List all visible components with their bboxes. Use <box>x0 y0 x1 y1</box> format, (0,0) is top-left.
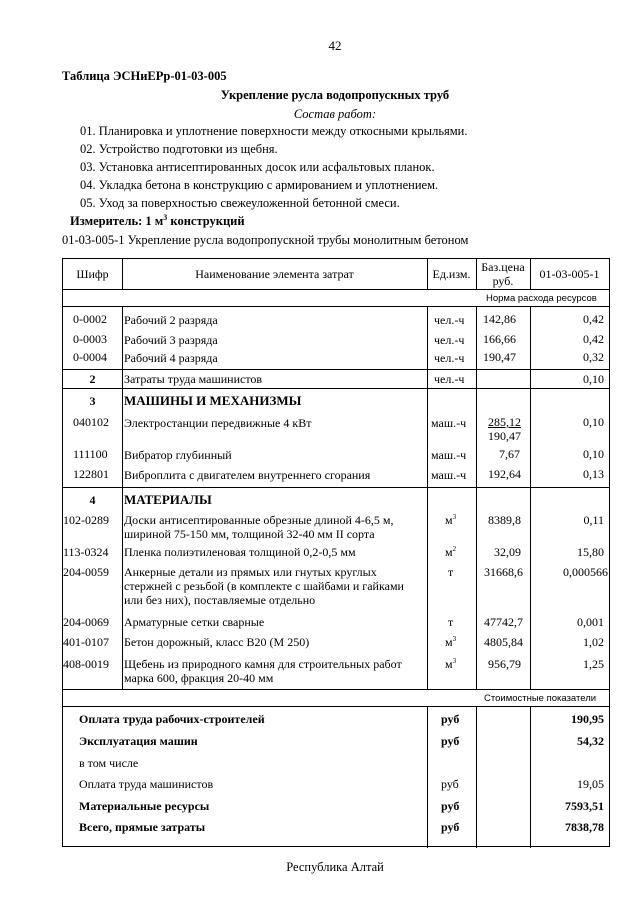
row-cipher: 0-0002 <box>73 312 107 326</box>
row-norm: 0,42 <box>583 312 604 326</box>
row-price: 31668,6 <box>484 565 523 579</box>
col-line <box>122 306 123 689</box>
row-norm: 0,42 <box>583 332 604 346</box>
cost-name: Материальные ресурсы <box>79 799 210 813</box>
col-line <box>476 706 477 848</box>
row-unit: маш.-ч <box>431 468 467 482</box>
row-name: Рабочий 4 разряда <box>124 351 218 365</box>
col-line <box>476 306 477 689</box>
subtitle: Укрепление русла водопропускных труб <box>220 88 450 102</box>
section-number: 4 <box>89 493 96 507</box>
cost-value: 54,32 <box>577 734 604 748</box>
cost-name: Всего, прямые затраты <box>79 820 206 834</box>
row-cipher: 102-0289 <box>63 513 109 527</box>
header-price-1: Баз.цена <box>481 260 525 274</box>
row-line <box>63 306 609 307</box>
row-cipher: 122801 <box>73 467 109 481</box>
row-norm: 0,001 <box>577 615 604 629</box>
cost-unit: руб <box>441 734 460 748</box>
row-norm: 1,02 <box>583 635 604 649</box>
operation-item: 03. Установка антисептированных досок или асфальтовых планок. <box>80 160 435 174</box>
row-norm: 0,10 <box>583 447 604 461</box>
cost-unit: руб <box>441 799 460 813</box>
norms-table <box>62 258 610 847</box>
row-unit: чел.-ч <box>434 313 465 327</box>
cost-name: Оплата труда машинистов <box>79 777 214 791</box>
row-name: Электростанции передвижные 4 кВт <box>124 416 312 430</box>
row-norm: 0,10 <box>583 372 604 386</box>
row-cipher: 040102 <box>73 415 109 429</box>
operation-item: 01. Планировка и уплотнение поверхности между откосными крыльями. <box>80 124 468 138</box>
operation-item: 04. Укладка бетона в конструкцию с армированием и уплотнением. <box>80 178 439 192</box>
row-cipher: 111100 <box>73 447 108 461</box>
row-price-alt: 190,47 <box>488 429 521 443</box>
cost-label: Стоимостные показатели <box>484 693 597 704</box>
unit-text: м <box>445 513 453 527</box>
row-unit <box>445 635 456 650</box>
row-line <box>63 289 609 290</box>
operation-item: 02. Устройство подготовки из щебня. <box>80 142 278 156</box>
row-price: 4805,84 <box>484 635 523 649</box>
row-unit <box>445 657 456 672</box>
row-line <box>63 487 609 488</box>
meter-prefix: Измеритель: 1 м <box>70 214 164 228</box>
section-title: МАШИНЫ И МЕХАНИЗМЫ <box>124 393 302 408</box>
col-line <box>427 706 428 848</box>
row-name: Затраты труда машинистов <box>124 372 263 386</box>
row-unit: чел.-ч <box>434 372 465 386</box>
row-cipher: 0-0003 <box>73 332 107 346</box>
unit-text: м <box>445 657 453 671</box>
row-unit: маш.-ч <box>431 448 467 462</box>
row-unit: т <box>448 565 454 579</box>
meter-suffix: конструкций <box>167 214 245 228</box>
row-price: 956,79 <box>488 657 521 671</box>
row-price: 7,67 <box>499 447 520 461</box>
cost-unit: руб <box>441 777 459 791</box>
row-line <box>63 388 609 389</box>
row-unit <box>445 545 456 560</box>
row-price: 166,66 <box>483 332 516 346</box>
header-name: Наименование элемента затрат <box>195 267 354 281</box>
row-norm: 15,80 <box>577 545 604 559</box>
row-unit: чел.-ч <box>434 333 465 347</box>
section-number: 3 <box>89 394 96 408</box>
row-cipher: 0-0004 <box>73 350 107 364</box>
unit-text: м <box>445 545 453 559</box>
row-name: Щебень из природного камня для строительных работ марка 600, фракция 20-40 мм <box>124 657 402 685</box>
cost-name: Эксплуатация машин <box>79 734 198 748</box>
row-price: 285,12 <box>488 415 521 429</box>
section-number: 2 <box>89 372 96 386</box>
page-number: 42 <box>328 38 342 53</box>
row-norm: 0,000566 <box>563 565 608 579</box>
operation-item: 05. Уход за поверхностью свежеуложенной бетонной смеси. <box>80 196 400 210</box>
row-name: Пленка полиэтиленовая толщиной 0,2-0,5 мм <box>124 545 356 559</box>
row-price: 32,09 <box>494 545 521 559</box>
row-line <box>63 369 609 370</box>
unit-sup: 3 <box>452 513 457 521</box>
row-norm: 0,11 <box>583 513 604 527</box>
row-name: Бетон дорожный, класс В20 (М 250) <box>124 635 310 649</box>
row-price: 47742,7 <box>484 615 523 629</box>
row-norm: 0,32 <box>583 350 604 364</box>
row-unit <box>445 513 456 528</box>
row-name: Доски антисептированные обрезные длиной 4-6,5 м, шириной 75-150 мм, толщиной 32-40 мм II сорта <box>124 513 394 541</box>
row-cipher: 408-0019 <box>63 657 109 671</box>
col-line <box>427 306 428 689</box>
unit-sup: 3 <box>452 657 457 665</box>
row-unit: чел.-ч <box>434 351 465 365</box>
cost-value: 190,95 <box>571 712 604 726</box>
row-price: 192,64 <box>488 467 521 481</box>
row-line <box>63 706 609 707</box>
header-unit: Ед.изм. <box>432 267 471 281</box>
row-norm: 0,13 <box>583 467 604 481</box>
row-price: 8389,8 <box>488 513 521 527</box>
row-norm: 1,25 <box>583 657 604 671</box>
norm-label: Норма расхода ресурсов <box>486 293 597 304</box>
row-price: 142,86 <box>483 312 516 326</box>
row-name: Виброплита с двигателем внутреннего сгорания <box>124 468 371 482</box>
row-cipher: 204-0059 <box>63 565 109 579</box>
cost-value: 7593,51 <box>565 799 604 813</box>
cost-unit: руб <box>441 820 460 834</box>
header-cipher: Шифр <box>76 267 109 281</box>
cost-value: 7838,78 <box>565 820 604 834</box>
table-title: Таблица ЭСНиЕРр-01-03-005 <box>62 69 227 83</box>
row-name: Вибратор глубинный <box>124 448 232 462</box>
row-unit: маш.-ч <box>431 416 467 430</box>
row-name: Арматурные сетки сварные <box>124 615 265 629</box>
work-header: Состав работ: <box>293 107 377 121</box>
row-norm: 0,10 <box>583 415 604 429</box>
cost-name: в том числе <box>79 756 139 770</box>
unit-sup: 3 <box>452 635 457 643</box>
row-name: Анкерные детали из прямых или гнутых круглых стержней с резьбой (в комплекте с шайбами и гайками или без них), поставляемые отдельно <box>124 565 404 607</box>
cost-value: 19,05 <box>577 777 604 791</box>
row-cipher: 204-0069 <box>63 615 109 629</box>
unit-text: м <box>445 635 453 649</box>
footer-region: Республика Алтай <box>286 860 384 874</box>
row-unit: т <box>448 615 454 629</box>
row-cipher: 113-0324 <box>63 545 109 559</box>
header-price-2: руб. <box>492 274 514 288</box>
code-line: 01-03-005-1 Укрепление русла водопропускной трубы монолитным бетоном <box>62 233 469 247</box>
meter-sup: 3 <box>163 212 168 222</box>
cost-unit: руб <box>441 712 460 726</box>
cost-name: Оплата труда рабочих-строителей <box>79 712 265 726</box>
row-name: Рабочий 3 разряда <box>124 333 218 347</box>
row-name: Рабочий 2 разряда <box>124 313 218 327</box>
header-code: 01-03-005-1 <box>539 267 600 281</box>
meter-line <box>70 214 245 229</box>
row-line <box>63 689 609 690</box>
row-cipher: 401-0107 <box>63 635 109 649</box>
row-price: 190,47 <box>483 350 516 364</box>
section-title: МАТЕРИАЛЫ <box>124 492 212 507</box>
unit-sup: 2 <box>452 545 457 553</box>
